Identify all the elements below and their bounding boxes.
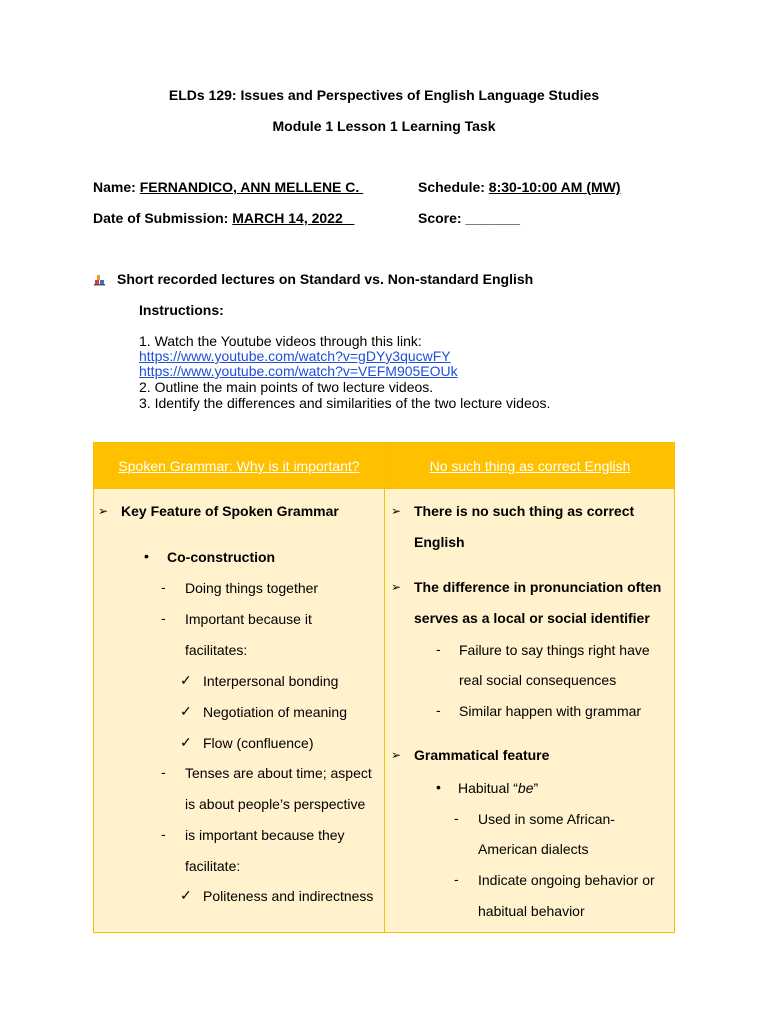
habitual-be-word: be bbox=[517, 780, 534, 796]
comparison-table bbox=[93, 442, 675, 933]
column-header-correct-english: No such thing as correct English bbox=[429, 458, 631, 474]
list-item: Negotiation of meaning bbox=[203, 704, 347, 720]
list-item: Indicate ongoing behavior or bbox=[478, 872, 655, 888]
list-item: is important because they bbox=[185, 827, 345, 843]
document-subtitle: Module 1 Lesson 1 Learning Task bbox=[272, 118, 496, 134]
instruction-step-2: 2. Outline the main points of two lecture videos. bbox=[139, 379, 434, 395]
list-item: Flow (confluence) bbox=[203, 735, 314, 751]
list-item-continuation: facilitate: bbox=[185, 858, 241, 874]
youtube-link-2[interactable]: https://www.youtube.com/watch?v=VEFM905EOUk bbox=[139, 363, 458, 379]
check-icon: ✓ bbox=[180, 734, 192, 750]
dash-bullet-icon: - bbox=[161, 579, 166, 595]
list-item: Failure to say things right have bbox=[459, 642, 650, 658]
list-item-continuation: habitual behavior bbox=[478, 903, 585, 919]
schedule-value: 8:30-10:00 AM (MW) bbox=[488, 179, 621, 195]
schedule-row bbox=[418, 179, 621, 195]
co-construction-heading: Co-construction bbox=[167, 549, 276, 565]
check-icon: ✓ bbox=[180, 887, 192, 903]
score-row bbox=[418, 210, 520, 226]
grammatical-feature-heading: Grammatical feature bbox=[414, 747, 550, 763]
list-item: Doing things together bbox=[185, 580, 319, 596]
dash-bullet-icon: - bbox=[454, 871, 459, 887]
habitual-be-item bbox=[458, 780, 538, 796]
name-row bbox=[93, 179, 363, 195]
list-item: Tenses are about time; aspect bbox=[185, 765, 372, 781]
instructions-label: Instructions: bbox=[139, 302, 224, 318]
list-item-continuation: facilitates: bbox=[185, 642, 248, 658]
list-item: Used in some African- bbox=[478, 811, 615, 827]
list-item: Similar happen with grammar bbox=[459, 703, 642, 719]
habitual-suffix: ” bbox=[533, 780, 539, 796]
date-row bbox=[93, 210, 354, 226]
name-label: Name: bbox=[93, 179, 136, 195]
dash-bullet-icon: - bbox=[454, 810, 459, 826]
date-value: MARCH 14, 2022 bbox=[232, 210, 355, 226]
arrow-bullet-icon: ➢ bbox=[391, 504, 402, 518]
arrow-bullet-icon: ➢ bbox=[98, 504, 109, 518]
no-such-thing-heading: There is no such thing as correct bbox=[414, 503, 635, 519]
check-icon: ✓ bbox=[180, 672, 192, 688]
score-label: Score: bbox=[418, 210, 462, 226]
dash-bullet-icon: - bbox=[161, 610, 166, 626]
key-feature-heading: Key Feature of Spoken Grammar bbox=[121, 503, 339, 519]
list-item: Important because it bbox=[185, 611, 312, 627]
dash-bullet-icon: - bbox=[436, 641, 441, 657]
difference-heading: The difference in pronunciation often bbox=[414, 579, 662, 595]
check-icon: ✓ bbox=[180, 703, 192, 719]
no-such-thing-heading-continuation: English bbox=[414, 534, 465, 550]
list-item-continuation: real social consequences bbox=[459, 672, 617, 688]
list-item: Politeness and indirectness bbox=[203, 888, 374, 904]
habitual-prefix: Habitual “ bbox=[458, 780, 518, 796]
date-label: Date of Submission: bbox=[93, 210, 229, 226]
name-value: FERNANDICO, ANN MELLENE C. bbox=[139, 179, 364, 195]
youtube-link-1[interactable]: https://www.youtube.com/watch?v=gDYy3qucwFY bbox=[139, 348, 451, 364]
dash-bullet-icon: - bbox=[436, 702, 441, 718]
list-bullet-icon bbox=[94, 274, 106, 286]
dot-bullet-icon: • bbox=[436, 779, 441, 795]
arrow-bullet-icon: ➢ bbox=[391, 748, 402, 762]
instruction-step-3: 3. Identify the differences and similarities of the two lecture videos. bbox=[139, 395, 551, 411]
dash-bullet-icon: - bbox=[161, 826, 166, 842]
list-item: Interpersonal bonding bbox=[203, 673, 339, 689]
score-value: _______ bbox=[465, 210, 520, 226]
arrow-bullet-icon: ➢ bbox=[391, 580, 402, 594]
dash-bullet-icon: - bbox=[161, 764, 166, 780]
task-heading: Short recorded lectures on Standard vs. Non-standard English bbox=[117, 271, 534, 287]
list-item-continuation: American dialects bbox=[478, 841, 589, 857]
column-header-spoken-grammar: Spoken Grammar: Why is it important? bbox=[118, 458, 360, 474]
document-title: ELDs 129: Issues and Perspectives of English Language Studies bbox=[168, 87, 600, 103]
list-item-continuation: is about people’s perspective bbox=[185, 796, 366, 812]
schedule-label: Schedule: bbox=[418, 179, 485, 195]
instruction-step-1: 1. Watch the Youtube videos through this link: bbox=[139, 333, 422, 349]
dot-bullet-icon: • bbox=[144, 548, 149, 564]
difference-heading-continuation: serves as a local or social identifier bbox=[414, 610, 650, 626]
column-divider bbox=[384, 443, 385, 932]
